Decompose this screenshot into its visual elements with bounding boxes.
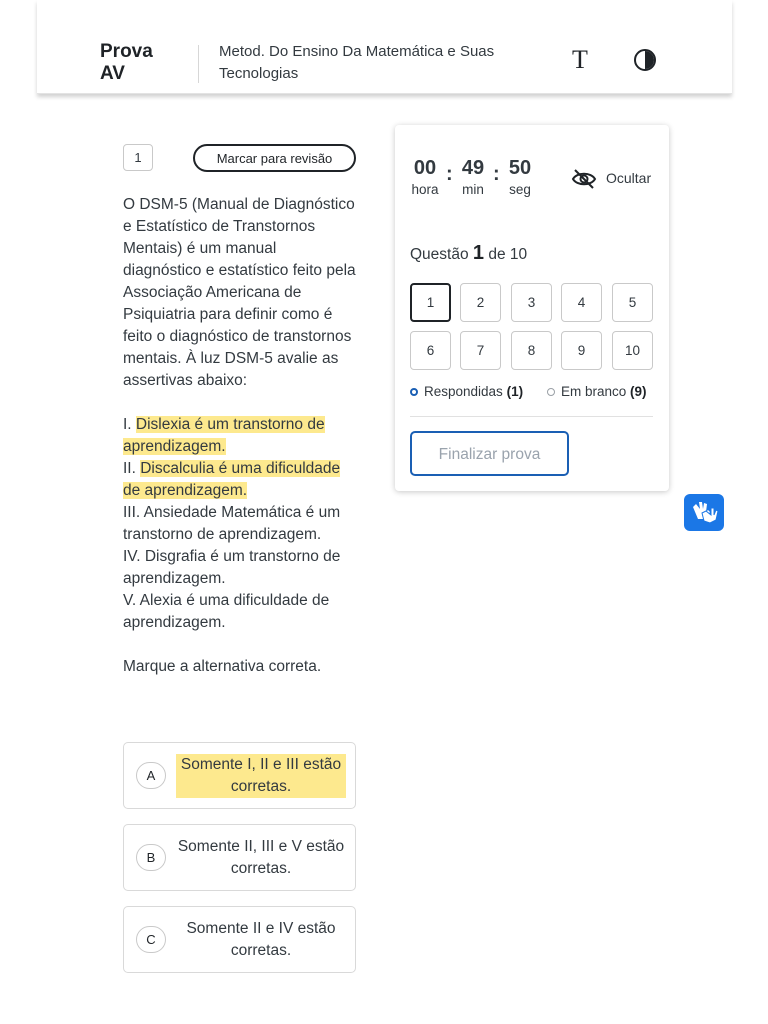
assertion-2-prefix: II. — [123, 460, 141, 477]
header-divider — [198, 45, 199, 83]
assertion-1 — [123, 414, 358, 458]
blank-count: (9) — [630, 384, 647, 399]
assertion-5: V. Alexia é uma dificuldade de aprendizagem. — [123, 592, 330, 631]
header-bar — [37, 0, 732, 94]
answered-dot-icon — [410, 388, 418, 396]
question-nav-button[interactable]: 4 — [561, 283, 602, 322]
paragraph-gap — [123, 634, 358, 656]
alternative-a[interactable] — [123, 742, 356, 809]
question-nav-button[interactable]: 8 — [511, 331, 552, 370]
timer-seconds-label: seg — [509, 182, 531, 197]
contrast-icon[interactable] — [634, 49, 656, 71]
alternative-text: Somente II, III e V estão corretas. — [177, 837, 345, 877]
assertion-1-text: Dislexia é um transtorno de aprendizagem. — [123, 416, 325, 455]
text-format-icon[interactable]: T — [572, 45, 588, 74]
question-nav-button[interactable]: 7 — [460, 331, 501, 370]
paragraph-gap — [123, 392, 358, 414]
assertion-2-text: Discalculia é uma dificuldade de aprendizagem. — [123, 460, 341, 499]
vlibras-widget-button[interactable] — [684, 494, 724, 531]
finish-exam-button[interactable]: Finalizar prova — [410, 431, 569, 476]
timer-minutes — [458, 156, 488, 200]
alternative-letter: B — [136, 844, 166, 871]
blank-legend — [547, 384, 647, 399]
eye-off-icon[interactable] — [571, 168, 597, 190]
panel-divider — [410, 416, 653, 417]
alternative-letter: C — [136, 926, 166, 953]
course-name: Metod. Do Ensino Da Matemática e Suas Tecnologias — [219, 43, 495, 82]
question-intro: O DSM-5 (Manual de Diagnóstico e Estatístico de Transtornos Mentais) é um manual diagnóstico e estatístico feito pela Associação Americana de Psiquiatria para definir como é feito o diagnóstico de transtornos mentais. À luz DSM-5 avalie as assertivas abaixo: — [123, 196, 356, 389]
alternative-c[interactable] — [123, 906, 356, 973]
question-nav-button[interactable]: 9 — [561, 331, 602, 370]
alternative-text: Somente II e IV estão corretas. — [186, 919, 336, 959]
assertion-2 — [123, 458, 358, 502]
question-counter-connector: de — [488, 246, 506, 263]
alternative-text: Somente I, II e III estão corretas. — [176, 754, 346, 798]
timer-seconds-value: 50 — [508, 157, 532, 179]
assertion-4: IV. Disgrafia é um transtorno de aprendizagem. — [123, 548, 341, 587]
question-nav-button[interactable]: 6 — [410, 331, 451, 370]
brand-title: Prova AV — [100, 41, 153, 84]
timer-minutes-label: min — [462, 182, 484, 197]
question-counter-prefix: Questão — [410, 246, 469, 263]
timer-seconds — [505, 156, 535, 200]
question-prompt: Marque a alternativa correta. — [123, 658, 322, 675]
alternative-text-wrap — [176, 743, 346, 808]
question-counter-current: 1 — [472, 242, 485, 264]
blank-label: Em branco — [561, 384, 627, 399]
exam-panel — [395, 125, 669, 491]
alternative-letter: A — [136, 762, 166, 789]
mark-for-review-button[interactable]: Marcar para revisão — [193, 144, 356, 172]
blank-dot-icon — [547, 388, 555, 396]
question-nav-button[interactable]: 10 — [612, 331, 653, 370]
timer-separator: : — [493, 163, 500, 185]
timer-minutes-value: 49 — [461, 157, 485, 179]
timer-hours — [409, 156, 441, 200]
assertion-3: III. Ansiedade Matemática é um transtorno de aprendizagem. — [123, 504, 341, 543]
answered-label: Respondidas — [424, 384, 503, 399]
sign-language-hands-icon — [684, 494, 724, 531]
answered-legend — [410, 384, 523, 399]
timer-hours-value: 00 — [413, 157, 437, 179]
alternative-b[interactable] — [123, 824, 356, 891]
timer-hours-label: hora — [411, 182, 439, 197]
question-counter-total: 10 — [509, 246, 528, 263]
question-statement — [123, 194, 358, 678]
timer-separator: : — [446, 163, 453, 185]
question-nav-button[interactable]: 3 — [511, 283, 552, 322]
question-counter — [410, 242, 527, 265]
assertion-1-prefix: I. — [123, 416, 136, 433]
answered-count: (1) — [506, 384, 524, 399]
question-nav-button[interactable]: 5 — [612, 283, 653, 322]
hide-timer-label[interactable]: Ocultar — [606, 170, 652, 186]
contrast-half — [645, 51, 654, 69]
question-nav-button[interactable]: 2 — [460, 283, 501, 322]
question-number-badge: 1 — [123, 144, 153, 171]
question-nav-button[interactable]: 1 — [410, 283, 451, 322]
